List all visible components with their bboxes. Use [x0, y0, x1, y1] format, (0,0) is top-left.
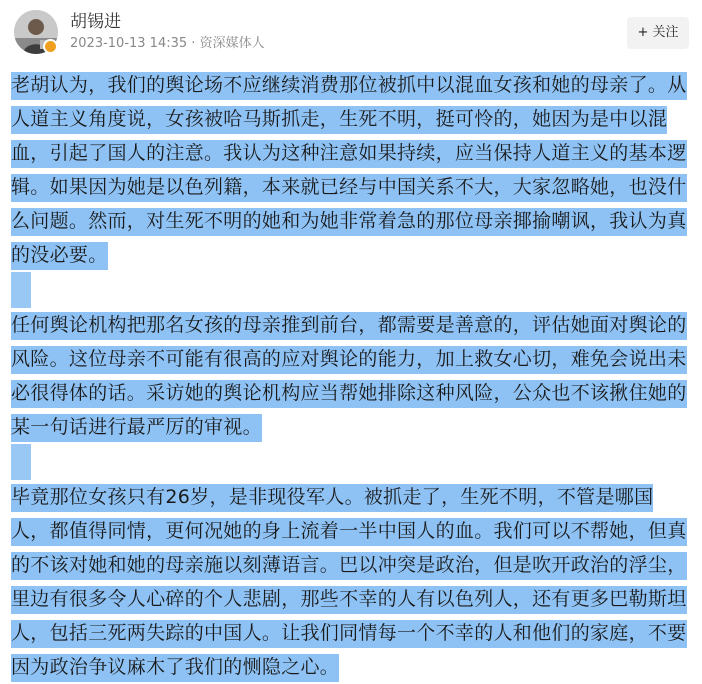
paragraph-2-text: 任何舆论机构把那名女孩的母亲推到前台，都需要是善意的，评估她面对舆论的风险。这位母亲不可能有很高的应对舆论的能力，加上救女心切，难免会说出未必很得体的话。采访她的舆论机构应当帮她排除这种风险，公众也不该揪住她的某一句话进行最严厉的审视。	[11, 312, 687, 442]
paragraph-gap	[11, 272, 31, 308]
plus-icon: +	[637, 25, 649, 40]
article-paragraph-3	[11, 480, 691, 684]
paragraph-3-text: 毕竟那位女孩只有26岁，是非现役军人。被抓走了，生死不明，不管是哪国人，都值得同情，更何况她的身上流着一半中国人的血。我们可以不帮她，但真的不该对她和她的母亲施以刻薄语言。巴以冲突是政治，但是吹开政治的浮尘，里边有很多令人心碎的个人悲剧，那些不幸的人有以色列人，还有更多巴勒斯坦人，包括三死两失踪的中国人。让我们同情每一个不幸的人和他们的家庭，不要因为政治争议麻木了我们的恻隐之心。	[11, 484, 687, 682]
post-header	[0, 0, 702, 64]
post-date: 2023-10-13 14:35	[70, 36, 188, 51]
follow-button[interactable]	[627, 17, 689, 49]
verified-badge-icon	[43, 39, 58, 54]
paragraph-gap	[11, 444, 31, 480]
author-name[interactable]: 胡锡进	[70, 12, 121, 32]
follow-label: 关注	[652, 25, 679, 40]
article-body	[11, 68, 691, 684]
post-meta	[70, 35, 265, 53]
author-tag: 资深媒体人	[199, 36, 265, 51]
article-paragraph-2	[11, 308, 691, 444]
paragraph-1-text: 老胡认为，我们的舆论场不应继续消费那位被抓中以混血女孩和她的母亲了。从人道主义角度说，女孩被哈马斯抓走，生死不明，挺可怜的，她因为是中以混血，引起了国人的注意。我认为这种注意如果持续，应当保持人道主义的基本逻辑。如果因为她是以色列籍，本来就已经与中国关系不大，大家忽略她，也没什么问题。然而，对生死不明的她和为她非常着急的那位母亲揶揄嘲讽，我认为真的没必要。	[11, 72, 687, 270]
article-paragraph-1	[11, 68, 691, 272]
meta-separator: ·	[191, 36, 196, 51]
